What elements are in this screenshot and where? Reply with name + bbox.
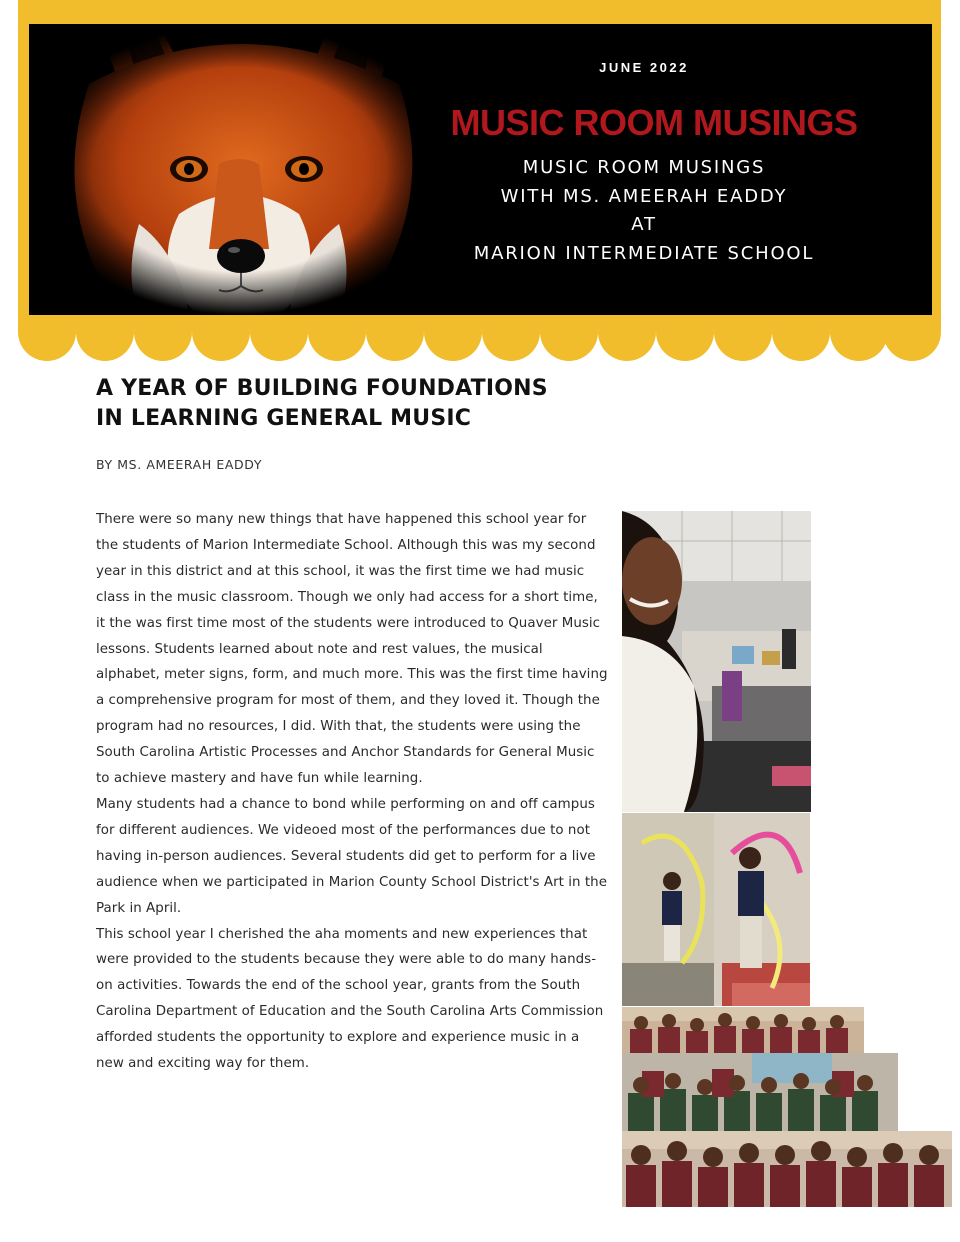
article-paragraph: This school year I cherished the aha moments and new experiences that were provided to the students because they were able to do many hands-on activities. Towards the end of the school year, grants from the South Carolina Department of Education and the South Carolina Arts Commission afforded students the opportunity to explore and experience music in a new and exciting way for them. [96, 926, 604, 1072]
headline-line: A YEAR OF BUILDING FOUNDATIONS [96, 376, 548, 401]
article-body [96, 507, 608, 1077]
teacher-selfie-photo [622, 511, 811, 812]
header-banner [29, 24, 932, 315]
subtitle-line: MUSIC ROOM MUSINGS [522, 157, 766, 178]
article-paragraph: Many students had a chance to bond while performing on and off campus for different audiences. We videoed most of the performances due to not having in-person audiences. Several students did get to perform for a live audience when we participated in Marion County School District's Art in the Park in April. [96, 796, 607, 916]
subtitle-line: WITH MS. AMEERAH EADDY [500, 185, 788, 207]
class-photo-2 [622, 1053, 898, 1131]
ribbon-dance-photo [622, 813, 810, 1006]
subtitle-line: AT [631, 214, 657, 235]
article-paragraph: There were so many new things that have happened this school year for the students of Marion Intermediate School. Although this was my second year in this district and at this school, it was the first time we had music class in the music classroom. Though we only had access for a short time, it the was first time most of the students were introduced to Quaver Music lessons. Students learned about note and rest values, the musical alphabet, meter signs, form, and much more. This was the first time having a comprehensive program for most of them, and they loved it. Though the program had no resources, I did. With that, the students were using the South Carolina Artistic Processes and Anchor Standards for General Music to achieve mastery and have fun while learning. [96, 512, 608, 787]
newsletter-title: MUSIC ROOM MUSINGS [450, 102, 858, 143]
class-photo-3 [622, 1131, 952, 1207]
fox-photo [29, 24, 449, 315]
subtitle-line: MARION INTERMEDIATE SCHOOL [473, 242, 815, 264]
issue-date: JUNE 2022 [599, 60, 689, 75]
article-byline: BY MS. AMEERAH EADDY [96, 457, 263, 472]
article-headline [96, 374, 616, 434]
banner-subtitle [439, 154, 849, 268]
class-photo-1 [622, 1007, 864, 1053]
headline-line: IN LEARNING GENERAL MUSIC [96, 406, 472, 431]
